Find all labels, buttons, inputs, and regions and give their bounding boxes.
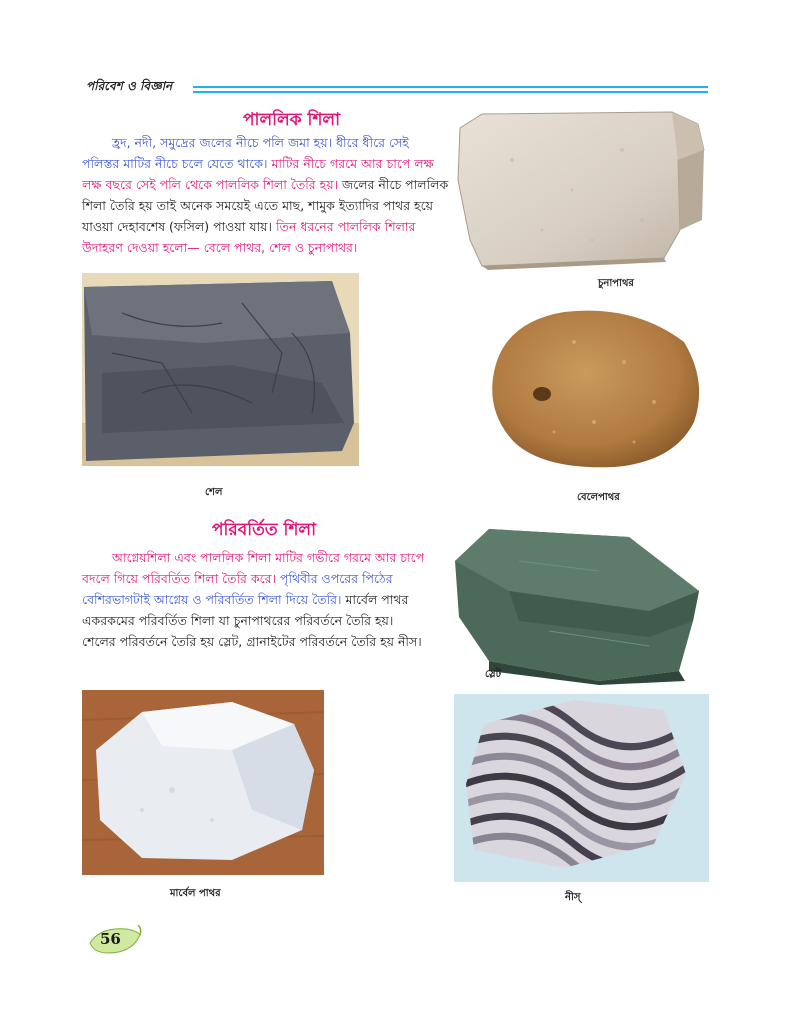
text-run: আগ্নেয়শিলা এবং পাললিক শিলা মাটির গভীরে গরমে আর চাপে <box>112 550 425 565</box>
limestone-image <box>452 110 710 272</box>
paragraph-line <box>82 589 462 610</box>
text-run: একরকমের পরিবর্তিত শিলা যা চুনাপাথরের পরিবর্তনে তৈরি হয়। <box>82 613 394 628</box>
marble-image <box>82 690 324 875</box>
text-run: মাটির নীচে গরমে আর চাপে লক্ষ <box>271 156 434 171</box>
paragraph-line <box>82 216 484 237</box>
paragraph-line <box>82 153 484 174</box>
paragraph-line <box>82 631 462 652</box>
section-heading-metamorphic: পরিবর্তিত শিলা <box>212 520 317 540</box>
caption-sandstone: বেলেপাথর <box>577 492 620 503</box>
paragraph-line <box>82 568 462 589</box>
header-rule-top <box>193 86 708 88</box>
text-run: হ্রদ, নদী, সমুদ্রের জলের নীচে পলি জমা হয়। ধীরে ধীরে সেই <box>112 135 409 150</box>
shale-image <box>82 273 359 466</box>
gneiss-image <box>454 694 709 882</box>
text-run: শেলের পরিবর্তনে তৈরি হয় স্লেট, গ্রানাইটের পরিবর্তনে তৈরি হয় নীস। <box>82 634 422 649</box>
paragraph-line <box>82 237 484 258</box>
caption-limestone: চুনাপাথর <box>598 278 634 289</box>
text-run: বেশিরভাগটাই আগ্নেয় ও পরিবর্তিত শিলা দিয়ে তৈরি। <box>82 592 346 607</box>
section-heading-sedimentary: পাললিক শিলা <box>243 110 340 130</box>
paragraph-metamorphic <box>82 547 462 652</box>
text-run: পৃথিবীর ওপরের পিঠের <box>280 571 393 586</box>
caption-slate: স্লেট <box>485 669 502 680</box>
header-rule-bottom <box>193 91 708 93</box>
paragraph-line <box>82 610 462 631</box>
paragraph-line <box>82 195 484 216</box>
caption-shale: শেল <box>205 487 223 498</box>
text-run: পলিস্তর মাটির নীচে চলে যেতে থাকে। <box>82 156 272 171</box>
caption-gneiss: নীস্ <box>565 892 581 903</box>
text-run: উদাহরণ দেওয়া হলো— বেলে পাথর, শেল ও চুনাপাথর। <box>82 240 358 255</box>
text-run: বদলে গিয়ে পরিবর্তিত শিলা তৈরি করে। <box>82 571 280 586</box>
slate-image <box>449 521 707 685</box>
sandstone-image <box>484 302 708 470</box>
running-header: পরিবেশ ও বিজ্ঞান <box>86 79 173 93</box>
paragraph-sedimentary <box>82 132 484 258</box>
paragraph-line <box>82 132 484 153</box>
paragraph-line <box>82 547 462 568</box>
text-run: শিলা তৈরি হয় তাই অনেক সময়েই এতে মাছ, শামুক ইত্যাদির পাথর হয়ে <box>82 198 433 213</box>
text-run: তিন ধরনের পাললিক শিলার <box>275 219 416 234</box>
text-run: লক্ষ বছরে সেই পলি থেকে পাললিক শিলা তৈরি হয়। <box>82 177 343 192</box>
text-run: জলের নীচে পাললিক <box>342 177 449 192</box>
page-number: 56 <box>100 930 121 948</box>
caption-marble: মার্বেল পাথর <box>170 888 221 899</box>
text-run: মার্বেল পাথর <box>345 592 409 607</box>
text-run: যাওয়া দেহাবশেষ (ফসিল) পাওয়া যায়। <box>82 219 276 234</box>
paragraph-line <box>82 174 484 195</box>
